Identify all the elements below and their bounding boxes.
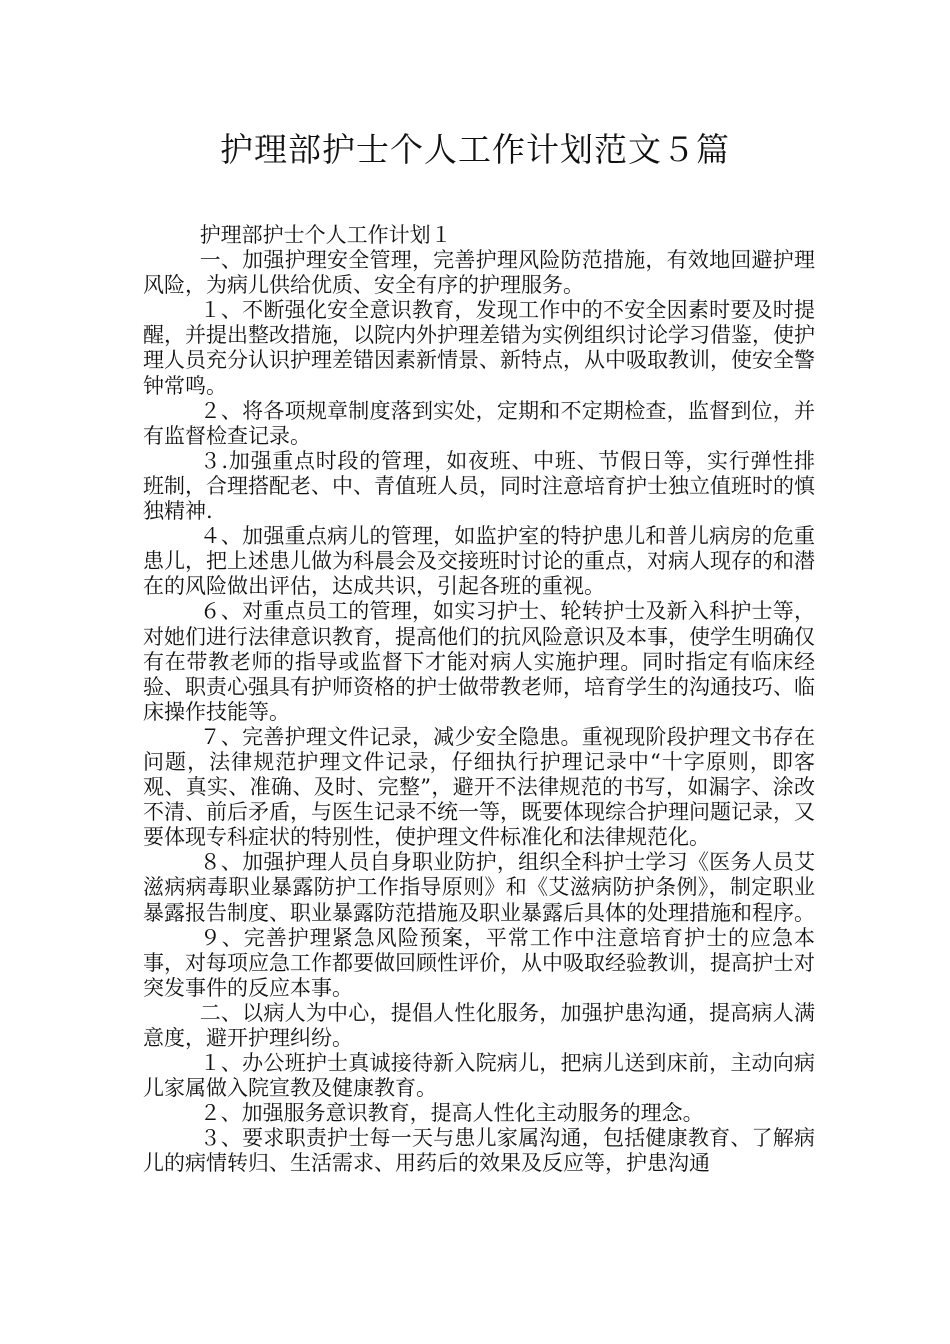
paragraph: 二、以病人为中心，提倡人性化服务，加强护患沟通，提高病人满意度，避开护理纠纷。: [143, 1000, 815, 1050]
paragraph: ６、对重点员工的管理，如实习护士、轮转护士及新入科护士等，对她们进行法律意识教育，提高他们的抗风险意识及本事，使学生明确仅有在带教老师的指导或监督下才能对病人实施护理。同时指定有临床经验、职责心强具有护师资格的护士做带教老师，培育学生的沟通技巧、临床操作技能等。: [143, 599, 815, 724]
document-title: 护理部护士个人工作计划范文５篇: [220, 130, 730, 169]
paragraph: ７、完善护理文件记录，减少安全隐患。重视现阶段护理文书存在问题，法律规范护理文件记录，仔细执行护理记录中“十字原则，即客观、真实、准确、及时、完整”，避开不法律规范的书写，如漏字、涂改不清、前后矛盾，与医生记录不统一等，既要体现综合护理问题记录，又要体现专科症状的特别性，使护理文件标准化和法律规范化。: [143, 724, 815, 850]
paragraph: １、办公班护士真诚接待新入院病儿，把病儿送到床前，主动向病儿家属做入院宣教及健康教育。: [143, 1051, 815, 1101]
paragraph: １、不断强化安全意识教育，发现工作中的不安全因素时要及时提醒，并提出整改措施，以院内外护理差错为实例组织讨论学习借鉴，使护理人员充分认识护理差错因素新情景、新特点，从中吸取教训，使安全警钟常鸣。: [143, 298, 815, 398]
paragraph: ８、加强护理人员自身职业防护，组织全科护士学习《医务人员艾滋病病毒职业暴露防护工作指导原则》和《艾滋病防护条例》，制定职业暴露报告制度、职业暴露防范措施及职业暴露后具体的处理措施和程序。: [143, 850, 815, 925]
paragraph-heading: 护理部护士个人工作计划１: [199, 223, 452, 247]
paragraph: ４、加强重点病儿的管理，如监护室的特护患儿和普儿病房的危重患儿，把上述患儿做为科晨会及交接班时讨论的重点，对病人现存的和潜在的风险做出评估，达成共识，引起各班的重视。: [143, 524, 815, 599]
paragraph: ３.加强重点时段的管理，如夜班、中班、节假日等，实行弹性排班制，合理搭配老、中、青值班人员，同时注意培育护士独立值班时的慎独精神.: [143, 448, 815, 524]
paragraph: ９、完善护理紧急风险预案，平常工作中注意培育护士的应急本事，对每项应急工作都要做回顾性评价，从中吸取经验教训，提高护士对突发事件的反应本事。: [143, 925, 815, 1000]
document-body: [143, 223, 815, 1177]
paragraph: ３、要求职责护士每一天与患儿家属沟通，包括健康教育、了解病儿的病情转归、生活需求、用药后的效果及反应等，护患沟通: [143, 1126, 815, 1176]
paragraph: 一、加强护理安全管理，完善护理风险防范措施，有效地回避护理风险，为病儿供给优质、安全有序的护理服务。: [143, 248, 815, 298]
paragraph: ２、将各项规章制度落到实处，定期和不定期检查，监督到位，并有监督检查记录。: [143, 398, 815, 448]
paragraph: ２、加强服务意识教育，提高人性化主动服务的理念。: [199, 1101, 704, 1126]
